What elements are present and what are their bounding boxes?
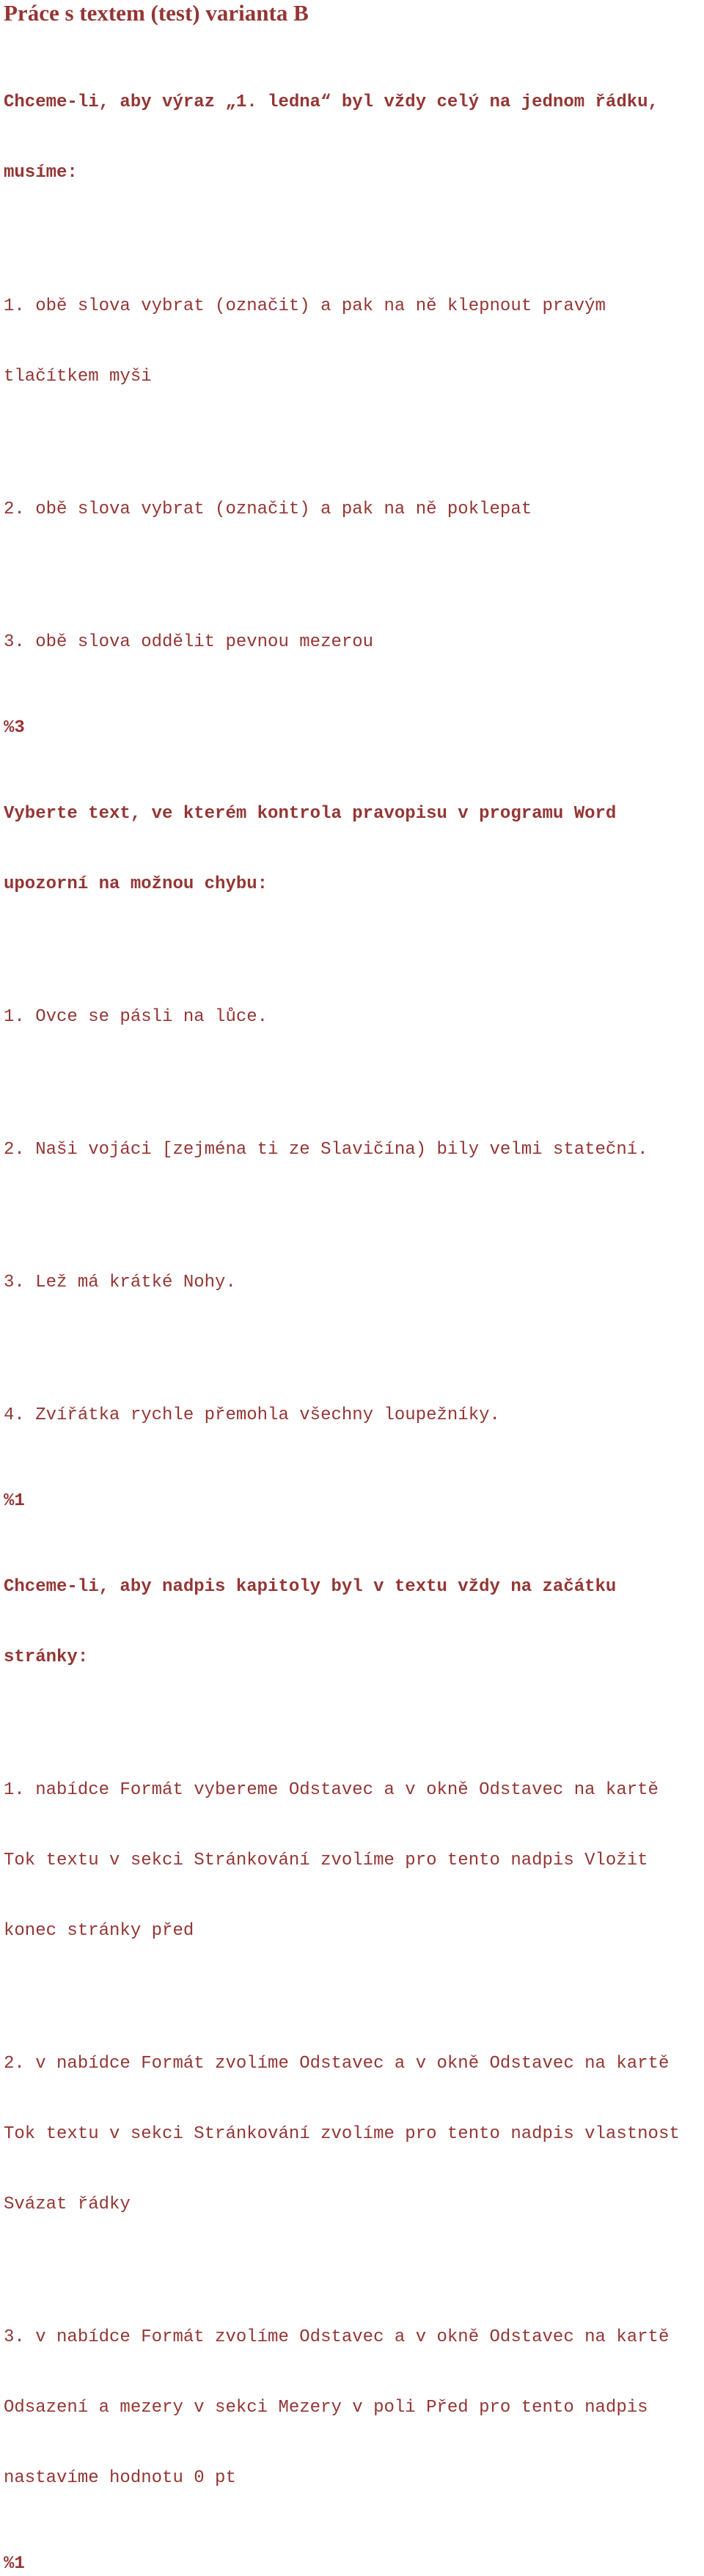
option xyxy=(4,1732,704,1990)
option-line: 4. Zvířátka rychle přemohla všechny loupežníky. xyxy=(4,1405,500,1425)
option-line: 1. obě slova vybrat (označit) a pak na ně klepnout pravým xyxy=(4,296,606,316)
option-line: 3. v nabídce Formát zvolíme Odstavec a v okně Odstavec na kartě xyxy=(4,2327,670,2347)
option-line: Odsazení a mezery v sekci Mezery v poli Před pro tento nadpis xyxy=(4,2398,648,2418)
question-text xyxy=(4,1529,704,1716)
question-line: stránky: xyxy=(4,1647,89,1667)
option-line: 3. Lež má krátké Nohy. xyxy=(4,1273,236,1292)
option-line: konec stránky před xyxy=(4,1921,194,1941)
option xyxy=(4,1357,704,1474)
option-line: Svázat řádky xyxy=(4,2195,131,2214)
option-line: tlačítkem myši xyxy=(4,367,152,387)
question-line: musíme: xyxy=(4,163,78,183)
question-block xyxy=(4,755,704,1513)
question-block xyxy=(4,44,704,740)
answer-code: %1 xyxy=(4,2554,25,2574)
answer-code: %1 xyxy=(4,1491,25,1511)
option-line: Tok textu v sekci Stránkování zvolíme pro tento nadpis vlastnost xyxy=(4,2124,680,2144)
option-line: 3. obě slova oddělit pevnou mezerou xyxy=(4,632,374,652)
option xyxy=(4,1224,704,1342)
option xyxy=(4,2279,704,2537)
option-line: 1. Ovce se pásli na lůce. xyxy=(4,1007,268,1027)
option xyxy=(4,2005,704,2264)
question-line: upozorní na možnou chybu: xyxy=(4,874,268,894)
option xyxy=(4,959,704,1076)
question-line: Vyberte text, ve kterém kontrola pravopisu v programu Word xyxy=(4,804,617,824)
option xyxy=(4,1091,704,1209)
page-title: Práce s textem (test) varianta B xyxy=(4,0,309,26)
question-line: Chceme-li, aby nadpis kapitoly byl v textu vždy na začátku xyxy=(4,1577,617,1597)
option-line: Tok textu v sekci Stránkování zvolíme pro tento nadpis Vložit xyxy=(4,1851,648,1870)
option-line: 2. obě slova vybrat (označit) a pak na ně poklepat xyxy=(4,500,532,519)
option xyxy=(4,248,704,436)
answer-code: %3 xyxy=(4,718,25,738)
question-text xyxy=(4,44,704,232)
option xyxy=(4,451,704,568)
question-line: Chceme-li, aby výraz „1. ledna“ byl vždy celý na jednom řádku, xyxy=(4,92,659,112)
option xyxy=(4,584,704,701)
option-line: nastavíme hodnotu 0 pt xyxy=(4,2468,236,2488)
option-line: 2. Naši vojáci [zejména ti ze Slavičína) bily velmi stateční. xyxy=(4,1140,648,1160)
option-line: 2. v nabídce Formát zvolíme Odstavec a v okně Odstavec na kartě xyxy=(4,2054,670,2074)
question-block xyxy=(4,1529,704,2576)
question-text xyxy=(4,755,704,943)
option-line: 1. nabídce Formát vybereme Odstavec a v okně Odstavec na kartě xyxy=(4,1780,659,1800)
